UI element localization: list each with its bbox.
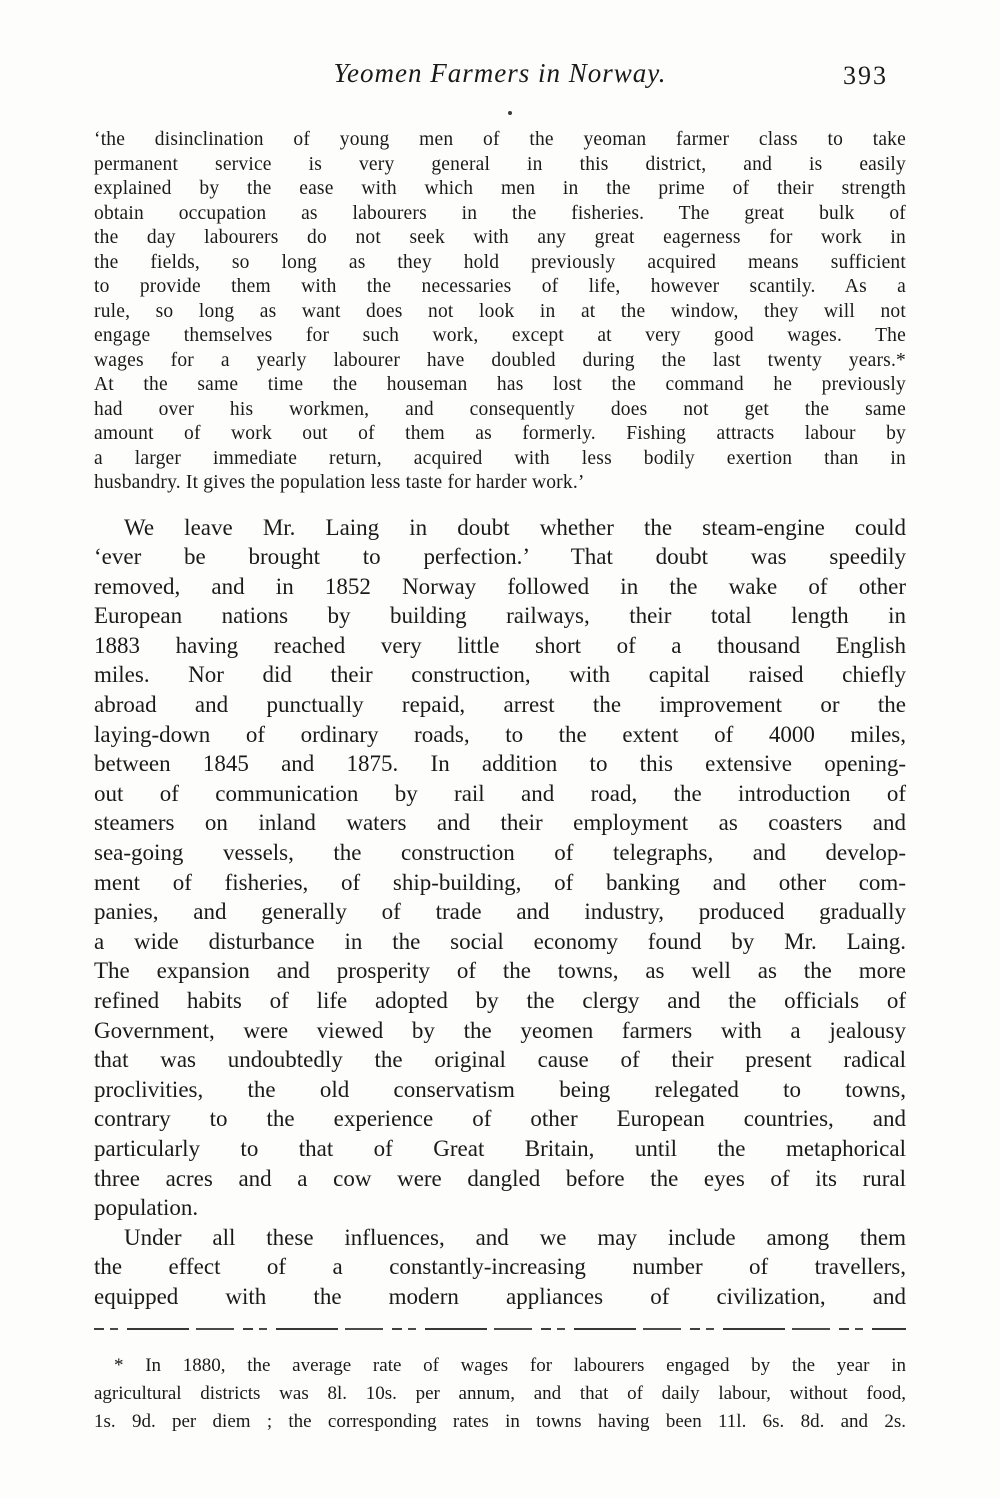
scan-artifact-dot — [508, 111, 512, 115]
text-line: ‘the disinclination of young men of the yeoman farmer class to take — [94, 129, 906, 150]
text-line: that was undoubtedly the original cause of their present radical — [94, 1047, 906, 1073]
text-line: had over his workmen, and consequently does not get the same — [94, 398, 906, 420]
text-line: * In 1880, the average rate of wages for labourers engaged by the year in — [114, 1354, 906, 1376]
text-line: between 1845 and 1875. In addition to this extensive opening- — [94, 751, 906, 777]
text-line: obtain occupation as labourers in the fisheries. The great bulk of — [94, 202, 906, 224]
text-line: permanent service is very general in this district, and is easily — [94, 153, 906, 175]
text-line: to provide them with the necessaries of life, however scantily. As a — [94, 276, 906, 297]
text-line: population. — [94, 1195, 199, 1221]
text-line: abroad and punctually repaid, arrest the improvement or the — [94, 692, 906, 718]
text-line: the effect of a constantly-increasing number of travellers, — [94, 1254, 906, 1280]
text-line: the fields, so long as they hold previously acquired means sufficient — [94, 251, 906, 273]
text-line: three acres and a cow were dangled before the eyes of its rural — [94, 1165, 906, 1191]
block-quote — [94, 128, 906, 496]
text-line: 1883 having reached very little short of a thousand English — [94, 632, 906, 658]
text-line: miles. Nor did their construction, with capital raised chiefly — [94, 662, 906, 688]
text-line: the day labourers do not seek with any great eagerness for work in — [94, 227, 906, 248]
text-line: out of communication by rail and road, the introduction of — [94, 780, 906, 806]
text-line: a larger immediate return, acquired with less bodily exertion than in — [94, 447, 906, 469]
text-line: amount of work out of them as formerly. Fishing attracts labour by — [94, 423, 906, 444]
page-title: Yeomen Farmers in Norway. — [333, 58, 667, 88]
paragraph-main — [94, 513, 906, 1223]
text-line: Government, were viewed by the yeomen farmers with a jealousy — [94, 1017, 906, 1043]
text-line: equipped with the modern appliances of civilization, and — [94, 1283, 906, 1309]
paragraph-continued — [94, 1223, 906, 1312]
text-line: ‘ever be brought to perfection.’ That doubt was speedily — [94, 544, 906, 570]
text-line: removed, and in 1852 Norway followed in the wake of other — [94, 573, 906, 599]
text-line: rule, so long as want does not look in at the window, they will not — [94, 300, 906, 322]
text-line: At the same time the houseman has lost the command he previously — [94, 374, 906, 395]
text-line: We leave Mr. Laing in doubt whether the steam-engine could — [124, 514, 906, 540]
text-line: panies, and generally of trade and industry, produced gradually — [94, 899, 906, 925]
text-line: steamers on inland waters and their employment as coasters and — [94, 810, 906, 836]
text-line: 1s. 9d. per diem ; the corresponding rates in towns having been 11l. 6s. 8d. and 2s. — [94, 1410, 906, 1432]
text-line: sea-going vessels, the construction of telegraphs, and develop- — [94, 840, 906, 866]
text-line: wages for a yearly labourer have doubled during the last twenty years.* — [94, 349, 906, 371]
text-line: European nations by building railways, their total length in — [94, 603, 906, 629]
page-number: 393 — [843, 61, 888, 90]
text-line: Under all these influences, and we may include among them — [124, 1224, 906, 1250]
text-line: proclivities, the old conservatism being relegated to towns, — [94, 1076, 906, 1102]
text-line: The expansion and prosperity of the towns, as well as the more — [94, 958, 906, 984]
text-line: a wide disturbance in the social economy found by Mr. Laing. — [94, 928, 906, 954]
text-line: explained by the ease with which men in the prime of their strength — [94, 178, 906, 199]
text-line: laying-down of ordinary roads, to the extent of 4000 miles, — [94, 721, 906, 747]
text-line: engage themselves for such work, except at very good wages. The — [94, 325, 906, 346]
footnote-divider — [94, 1328, 906, 1330]
text-line: particularly to that of Great Britain, until the metaphorical — [94, 1135, 906, 1161]
running-header — [94, 58, 906, 94]
text-line: contrary to the experience of other European countries, and — [94, 1106, 906, 1132]
text-line: refined habits of life adopted by the clergy and the officials of — [94, 988, 906, 1013]
footnote — [94, 1352, 906, 1436]
text-line: agricultural districts was 8l. 10s. per annum, and that of daily labour, without food, — [94, 1382, 906, 1404]
text-line: husbandry. It gives the population less taste for harder work.’ — [94, 472, 585, 493]
text-line: ment of fisheries, of ship-building, of banking and other com- — [94, 869, 906, 895]
